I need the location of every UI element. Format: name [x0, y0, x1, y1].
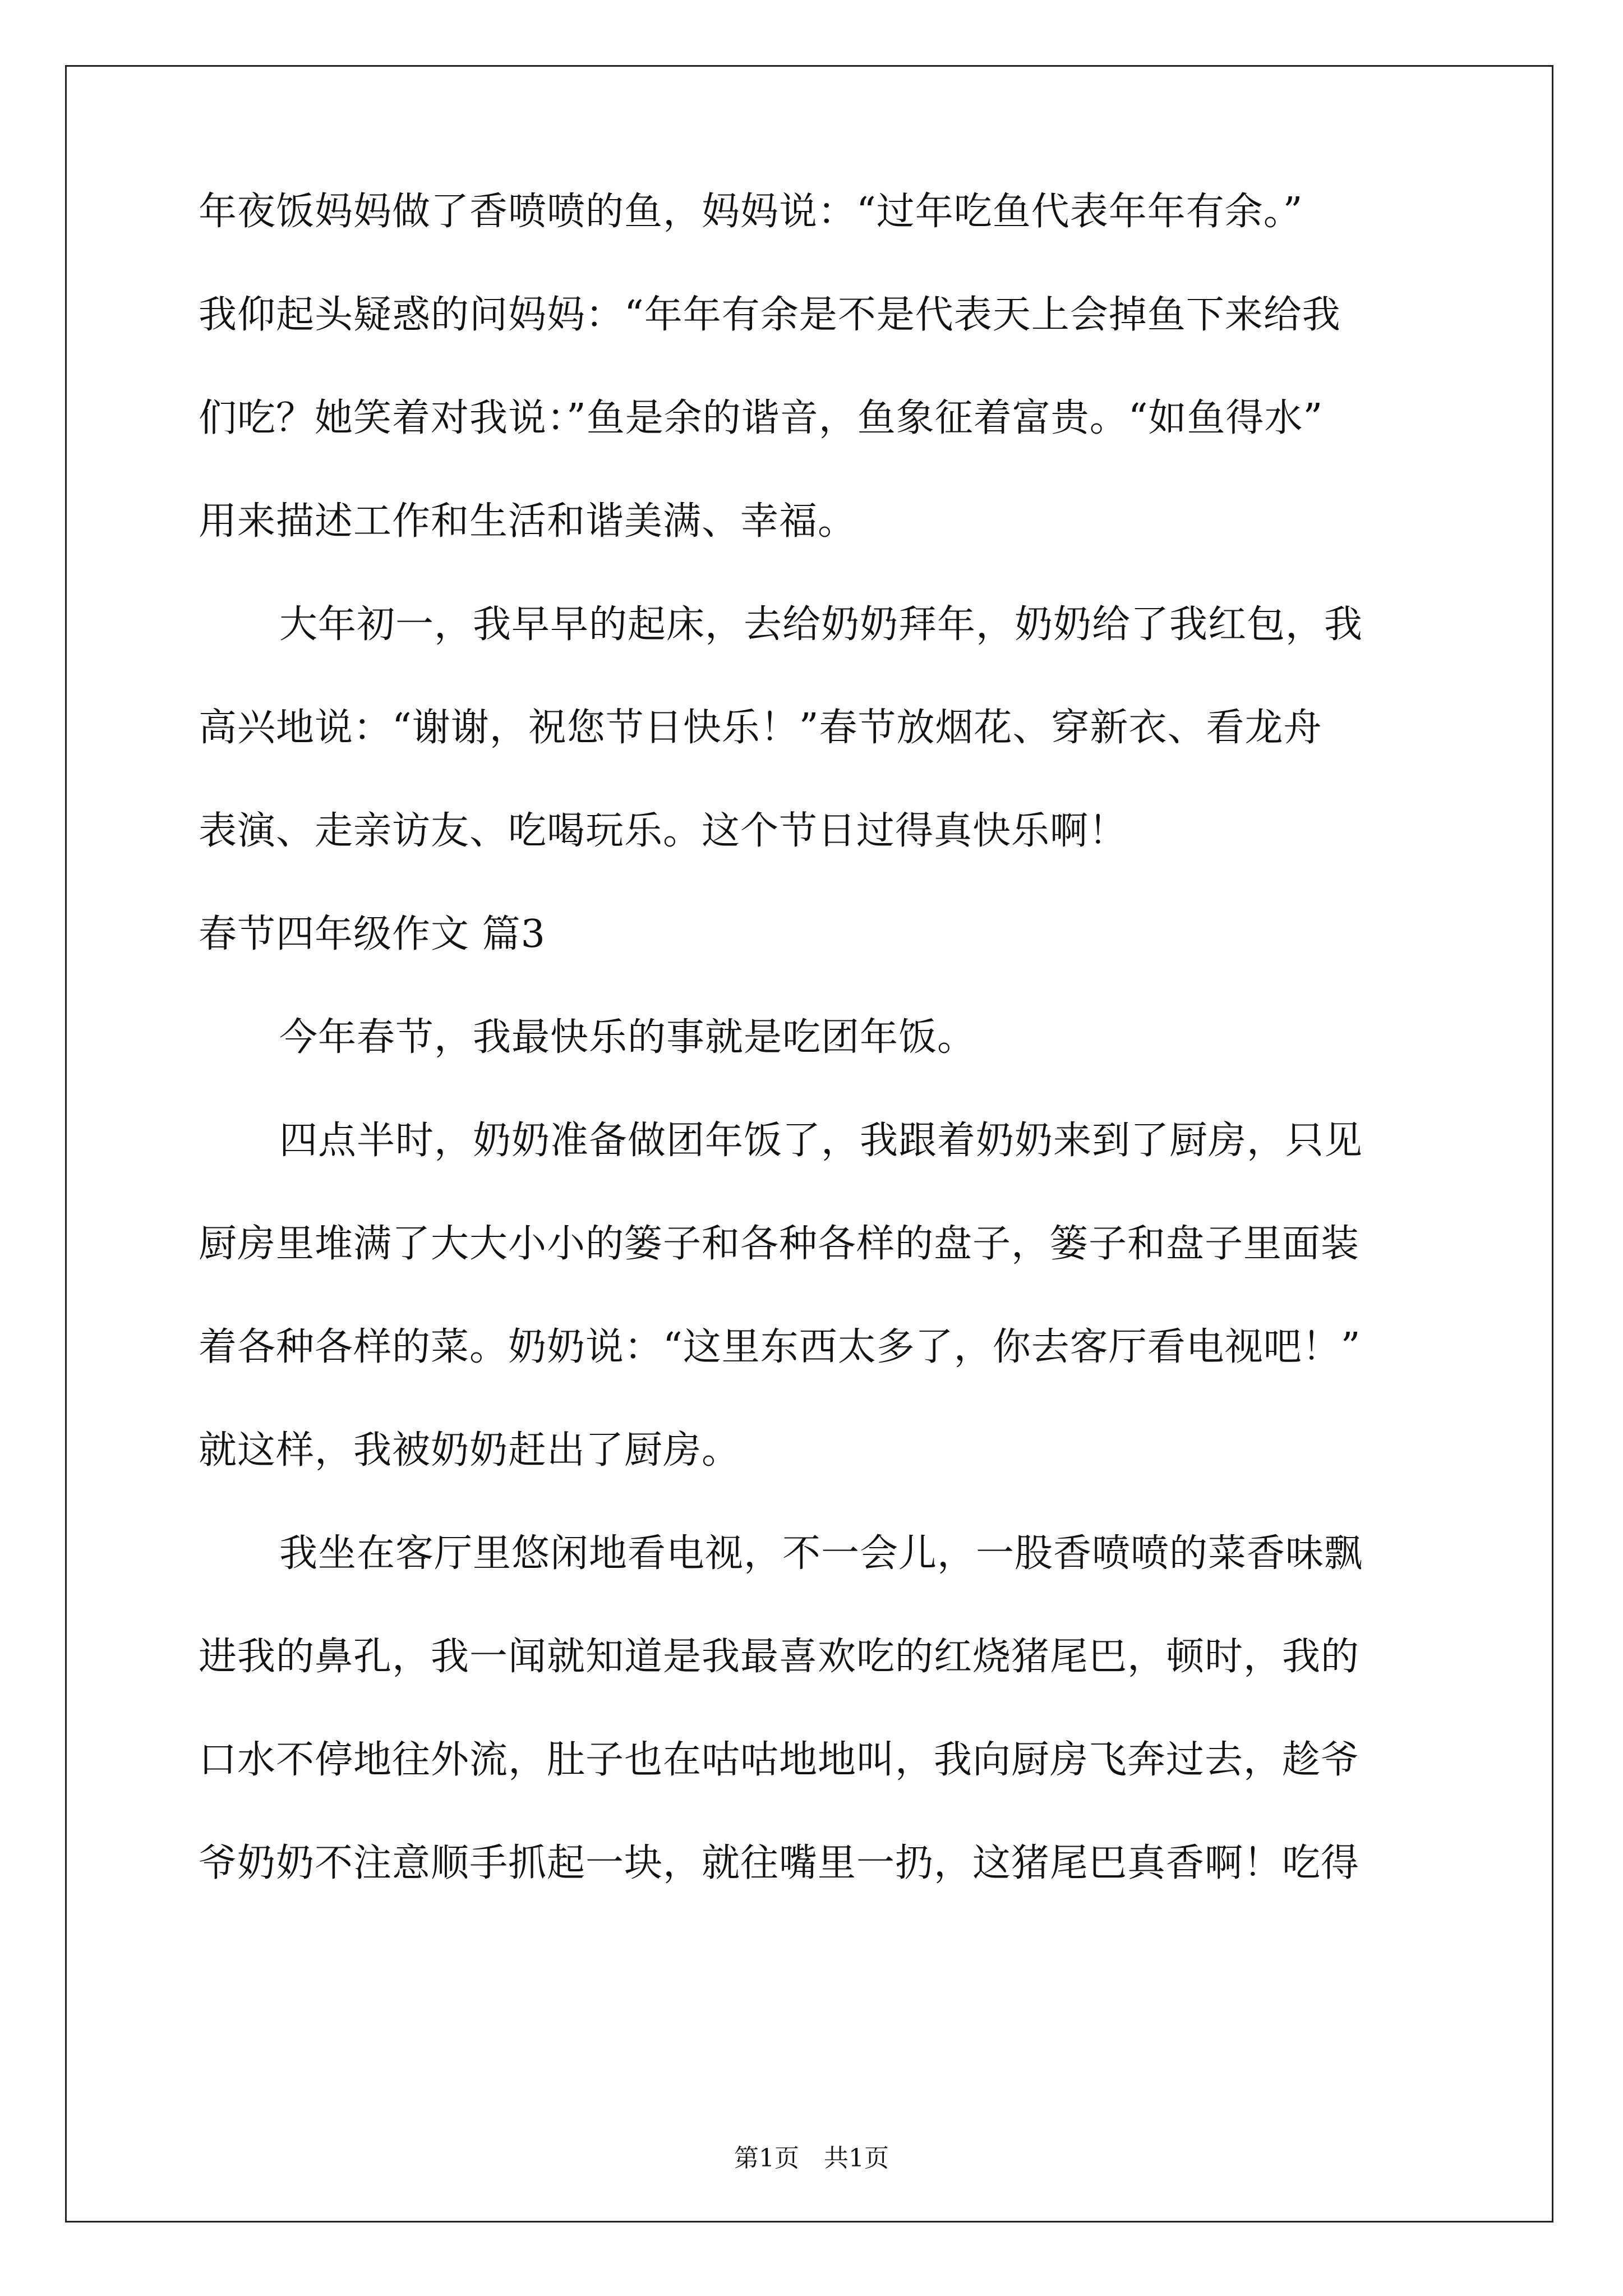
paragraph-start-line: 四点半时，奶奶准备做团年饭了，我跟着奶奶来到了厨房，只见 — [279, 1119, 1363, 1163]
text-line: 年夜饭妈妈做了香喷喷的鱼，妈妈说：“过年吃鱼代表年年有余。” — [199, 190, 1303, 234]
text-line: 口水不停地往外流，肚子也在咕咕地地叫，我向厨房飞奔过去，趁爷 — [199, 1738, 1360, 1782]
section-heading: 春节四年级作文 篇3 — [199, 912, 546, 956]
text-line: 用来描述工作和生活和谐美满、幸福。 — [199, 499, 857, 544]
paragraph-start-line: 我坐在客厅里悠闲地看电视，不一会儿，一股香喷喷的菜香味飘 — [279, 1531, 1363, 1576]
text-line: 高兴地说：“谢谢，祝您节日快乐！”春节放烟花、穿新衣、看龙舟 — [199, 706, 1322, 750]
text-line: 进我的鼻孔，我一闻就知道是我最喜欢吃的红烧猪尾巴，顿时，我的 — [199, 1635, 1360, 1679]
text-line: 我仰起头疑惑的问妈妈：“年年有余是不是代表天上会掉鱼下来给我 — [199, 293, 1341, 337]
text-line: 爷奶奶不注意顺手抓起一块，就往嘴里一扔，这猪尾巴真香啊！吃得 — [199, 1841, 1360, 1885]
text-line: 着各种各样的菜。奶奶说：“这里东西太多了，你去客厅看电视吧！” — [199, 1325, 1361, 1369]
text-line: 们吃？她笑着对我说：”鱼是余的谐音，鱼象征着富贵。“如鱼得水” — [199, 396, 1324, 440]
text-line: 厨房里堆满了大大小小的篓子和各种各样的盘子，篓子和盘子里面装 — [199, 1222, 1360, 1266]
paragraph-start-line: 今年春节，我最快乐的事就是吃团年饭。 — [279, 1015, 976, 1060]
text-line: 表演、走亲访友、吃喝玩乐。这个节日过得真快乐啊！ — [199, 809, 1128, 853]
page-footer: 第1页 共1页 — [734, 2144, 889, 2173]
text-line: 就这样，我被奶奶赶出了厨房。 — [199, 1428, 741, 1473]
paragraph-start-line: 大年初一，我早早的起床，去给奶奶拜年，奶奶给了我红包，我 — [279, 602, 1363, 647]
document-body — [199, 185, 1449, 1940]
